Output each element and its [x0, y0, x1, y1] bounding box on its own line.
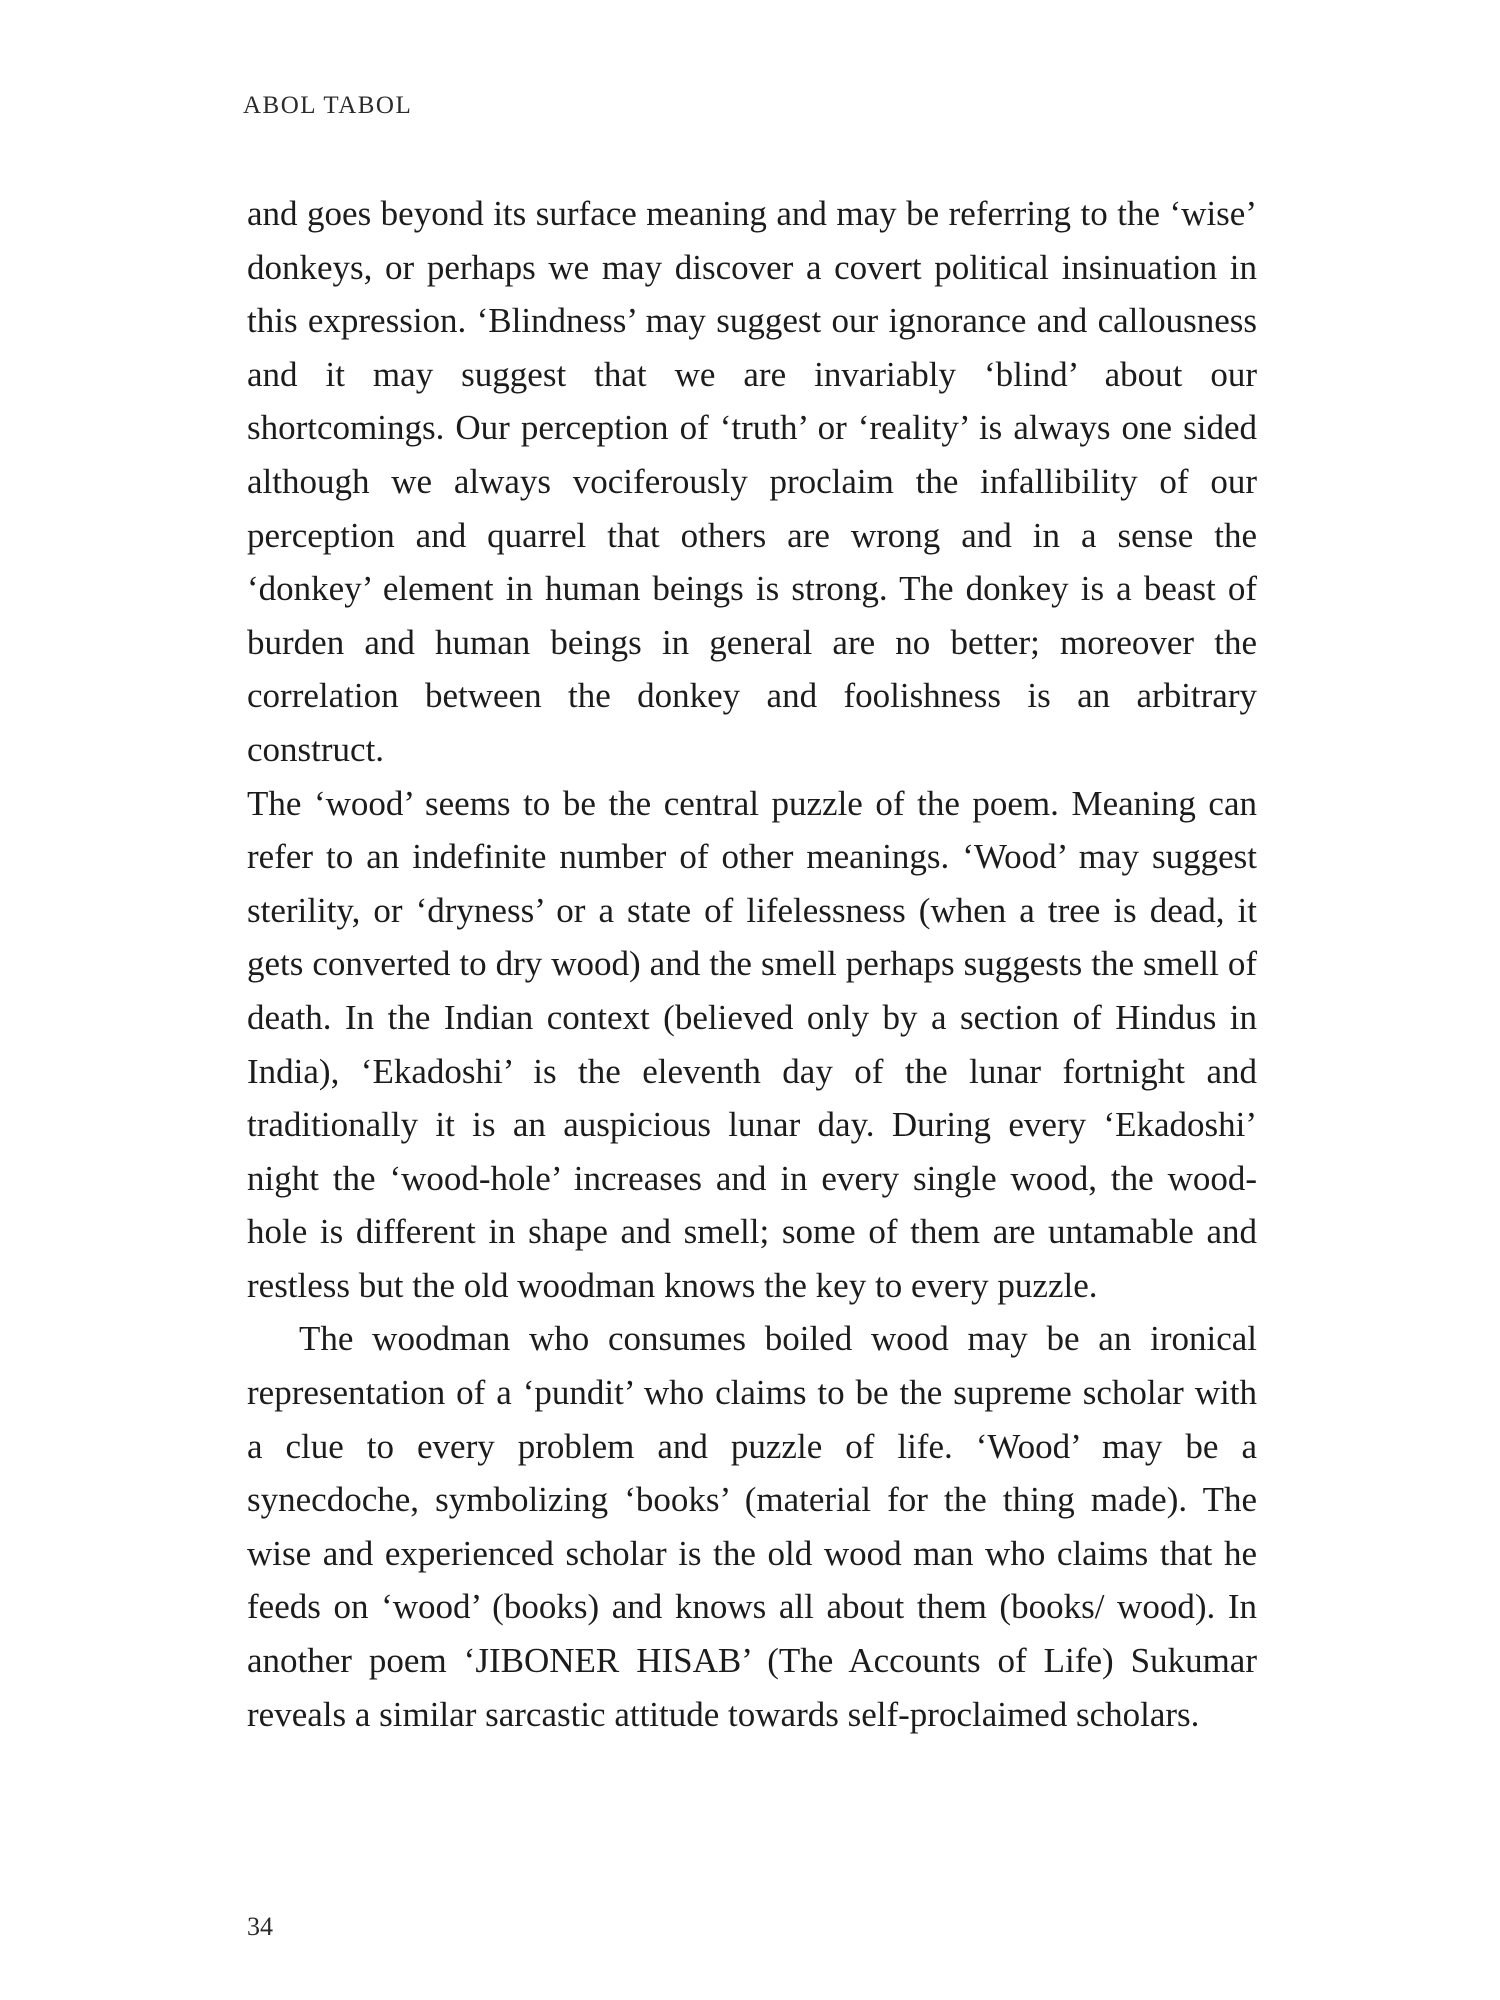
paragraph-woodman: The woodman who consumes boiled wood may be an ironical representation of a ‘pundit’ who claims to be the supreme scholar with a clue to every problem and puzzle of life. ‘Wood’ may be a synecdoche, symbolizing ‘books’ (material for the thing made). The wise and experienced scholar is the old wood man who claims that he feeds on ‘wood’ (books) and knows all about them (books/ wood). In another poem ‘JIBONER HISAB’ (The Accounts of Life) Sukumar reveals a similar sarcastic attitude towards self-proclaimed scholars.: [247, 1319, 1257, 1734]
running-head: ABOL TABOL: [243, 92, 413, 119]
paragraph-wood: The ‘wood’ seems to be the central puzzle of the poem. Meaning can refer to an indefinite number of other meanings. ‘Wood’ may suggest sterility, or ‘dryness’ or a state of lifelessness (when a tree is dead, it gets converted to dry wood) and the smell perhaps suggests the smell of death. In the Indian context (believed only by a section of Hindus in India), ‘Ekadoshi’ is the eleventh day of the lunar fortnight and traditionally it is an auspicious lunar day. During every ‘Ekadoshi’ night the ‘wood-hole’ increases and in every single wood, the wood-hole is different in shape and smell; some of them are untamable and restless but the old woodman knows the key to every puzzle.: [247, 783, 1257, 1305]
paragraph-continued: and goes beyond its surface meaning and may be referring to the ‘wise’ donkeys, or perhaps we may discover a covert political insinuation in this expression. ‘Blindness’ may suggest our ignorance and callousness and it may suggest that we are invariably ‘blind’ about our shortcomings. Our perception of ‘truth’ or ‘reality’ is always one sided although we always vociferously proclaim the infallibility of our perception and quarrel that others are wrong and in a sense the ‘donkey’ element in human beings is strong. The donkey is a beast of burden and human beings in general are no better; moreover the correlation between the donkey and foolishness is an arbitrary construct.: [247, 194, 1257, 769]
page-number: 34: [247, 1912, 273, 1941]
body-text: [247, 187, 1257, 1741]
